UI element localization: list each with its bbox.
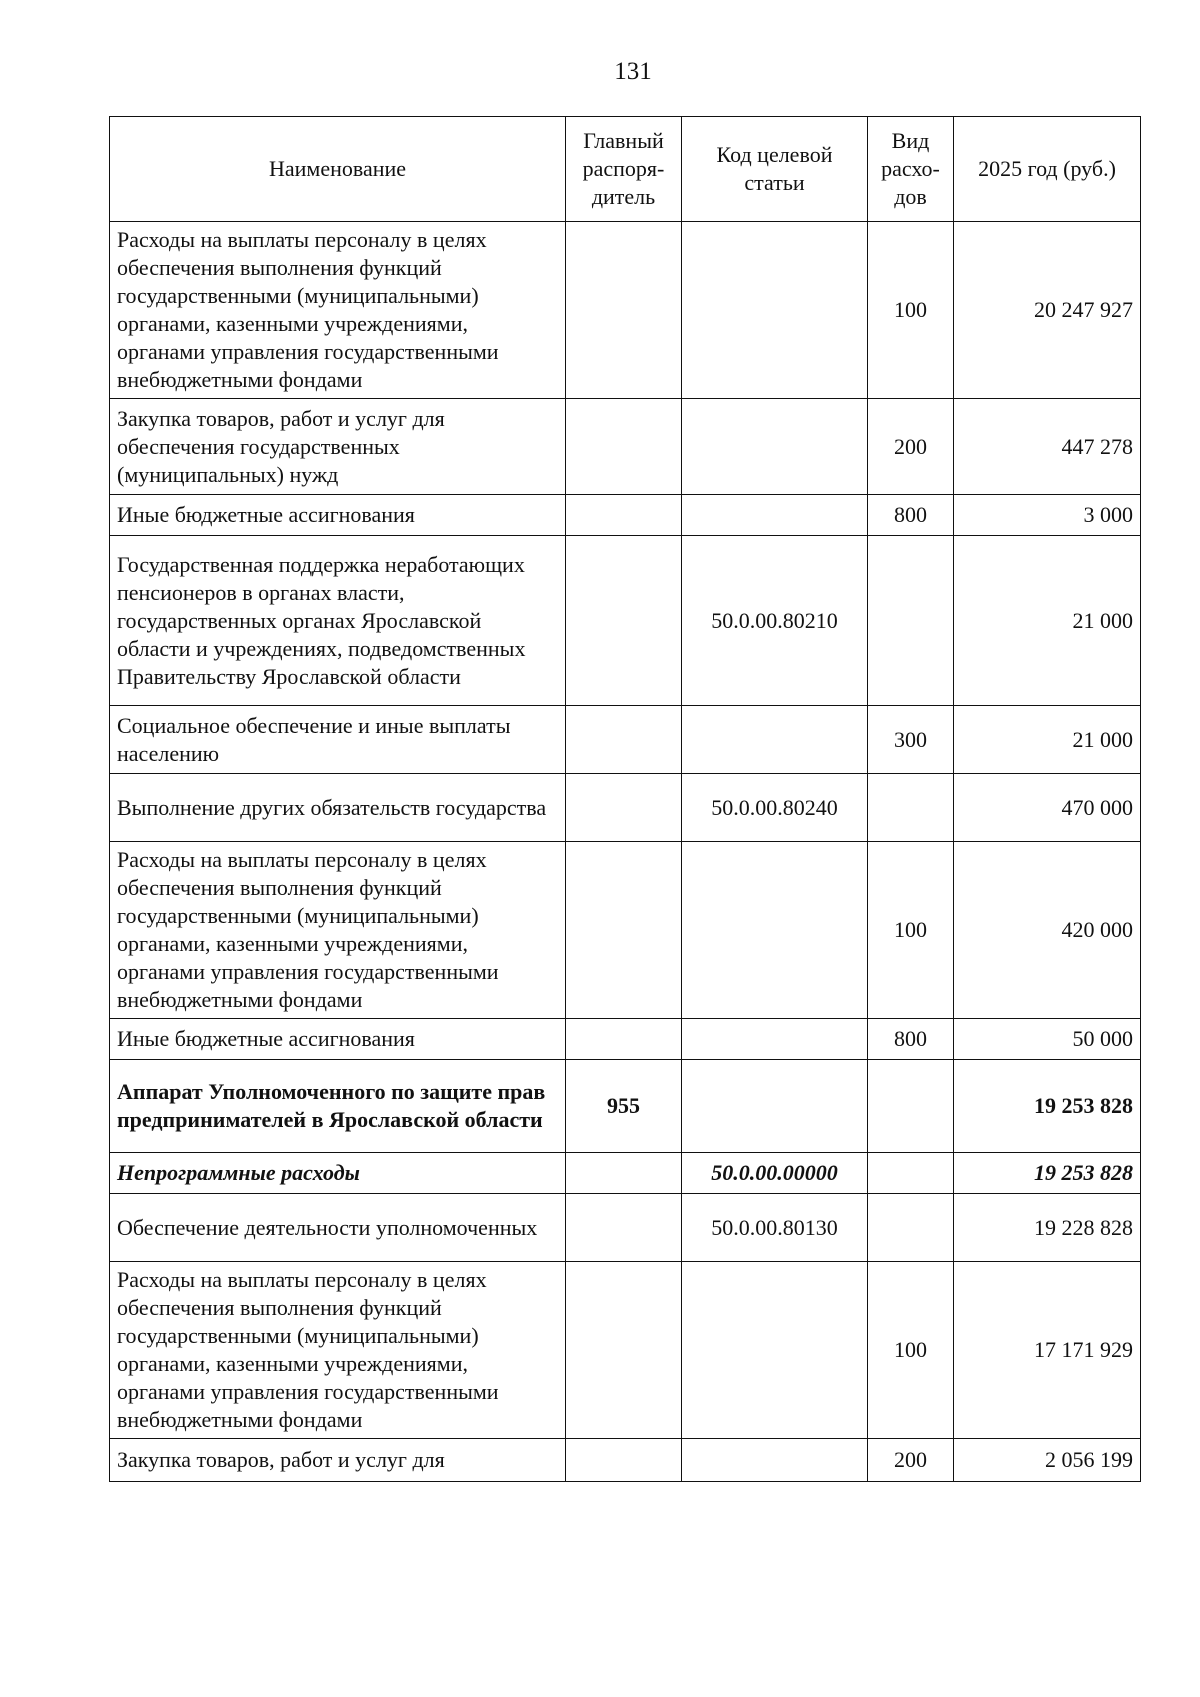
cell-name: Иные бюджетные ассигнования <box>110 1019 566 1060</box>
cell-kod-tselevoy-stati: 50.0.00.00000 <box>682 1153 868 1194</box>
cell-kod-tselevoy-stati <box>682 1262 868 1439</box>
cell-vid-rashodov: 100 <box>868 222 954 399</box>
cell-vid-rashodov <box>868 1060 954 1153</box>
cell-glavny-rasporyaditel <box>566 399 682 495</box>
budget-table <box>109 116 1141 1482</box>
cell-name: Закупка товаров, работ и услуг для обеспечения государственных (муниципальных) нужд <box>110 399 566 495</box>
cell-glavny-rasporyaditel <box>566 222 682 399</box>
cell-amount: 470 000 <box>954 774 1141 842</box>
table-row <box>110 1262 1141 1439</box>
cell-glavny-rasporyaditel <box>566 774 682 842</box>
cell-vid-rashodov: 800 <box>868 1019 954 1060</box>
cell-name: Иные бюджетные ассигнования <box>110 495 566 536</box>
cell-name: Социальное обеспечение и иные выплаты населению <box>110 706 566 774</box>
cell-amount: 2 056 199 <box>954 1439 1141 1482</box>
table-row <box>110 1153 1141 1194</box>
header-year-amount: 2025 год (руб.) <box>954 117 1141 222</box>
cell-kod-tselevoy-stati <box>682 1019 868 1060</box>
cell-kod-tselevoy-stati: 50.0.00.80210 <box>682 536 868 706</box>
cell-glavny-rasporyaditel <box>566 1439 682 1482</box>
cell-glavny-rasporyaditel: 955 <box>566 1060 682 1153</box>
cell-glavny-rasporyaditel <box>566 536 682 706</box>
cell-glavny-rasporyaditel <box>566 1262 682 1439</box>
cell-glavny-rasporyaditel <box>566 1194 682 1262</box>
cell-vid-rashodov: 800 <box>868 495 954 536</box>
cell-kod-tselevoy-stati: 50.0.00.80130 <box>682 1194 868 1262</box>
table-row <box>110 774 1141 842</box>
table-row <box>110 1019 1141 1060</box>
cell-amount: 20 247 927 <box>954 222 1141 399</box>
cell-kod-tselevoy-stati <box>682 495 868 536</box>
cell-vid-rashodov <box>868 536 954 706</box>
cell-vid-rashodov: 200 <box>868 1439 954 1482</box>
cell-name: Выполнение других обязательств государства <box>110 774 566 842</box>
cell-vid-rashodov <box>868 1153 954 1194</box>
cell-amount: 21 000 <box>954 706 1141 774</box>
table-row <box>110 1439 1141 1482</box>
cell-vid-rashodov: 200 <box>868 399 954 495</box>
cell-name: Закупка товаров, работ и услуг для <box>110 1439 566 1482</box>
cell-name: Аппарат Уполномоченного по защите прав предпринимателей в Ярославской области <box>110 1060 566 1153</box>
cell-kod-tselevoy-stati <box>682 222 868 399</box>
cell-amount: 19 228 828 <box>954 1194 1141 1262</box>
page-number: 131 <box>614 58 652 85</box>
cell-amount: 17 171 929 <box>954 1262 1141 1439</box>
header-name: Наименование <box>110 117 566 222</box>
cell-kod-tselevoy-stati <box>682 1060 868 1153</box>
cell-vid-rashodov: 100 <box>868 842 954 1019</box>
cell-amount: 21 000 <box>954 536 1141 706</box>
cell-amount: 3 000 <box>954 495 1141 536</box>
cell-vid-rashodov <box>868 1194 954 1262</box>
cell-amount: 19 253 828 <box>954 1153 1141 1194</box>
table-header-row <box>110 117 1141 222</box>
cell-kod-tselevoy-stati <box>682 706 868 774</box>
cell-name: Расходы на выплаты персоналу в целях обеспечения выполнения функций государственными (муниципальными) органами, казенными учреждениями, органами управления государственными внебюджетными фондами <box>110 842 566 1019</box>
table-row <box>110 842 1141 1019</box>
cell-amount: 420 000 <box>954 842 1141 1019</box>
cell-name: Непрограммные расходы <box>110 1153 566 1194</box>
cell-name: Расходы на выплаты персоналу в целях обеспечения выполнения функций государственными (муниципальными) органами, казенными учреждениями, органами управления государственными внебюджетными фондами <box>110 222 566 399</box>
header-glavny-rasporyaditel: Главный распоря-дитель <box>566 117 682 222</box>
table-row <box>110 495 1141 536</box>
header-vid-rashodov: Вид расхо-дов <box>868 117 954 222</box>
cell-vid-rashodov <box>868 774 954 842</box>
table-row <box>110 536 1141 706</box>
cell-glavny-rasporyaditel <box>566 1019 682 1060</box>
cell-kod-tselevoy-stati: 50.0.00.80240 <box>682 774 868 842</box>
header-kod-tselevoy-stati: Код целевой статьи <box>682 117 868 222</box>
cell-vid-rashodov: 300 <box>868 706 954 774</box>
cell-amount: 447 278 <box>954 399 1141 495</box>
cell-glavny-rasporyaditel <box>566 842 682 1019</box>
cell-name: Государственная поддержка неработающих пенсионеров в органах власти, государственных органах Ярославской области и учреждениях, подведомственных Правительству Ярославской области <box>110 536 566 706</box>
table-body <box>110 222 1141 1482</box>
cell-name: Обеспечение деятельности уполномоченных <box>110 1194 566 1262</box>
cell-glavny-rasporyaditel <box>566 1153 682 1194</box>
table-row <box>110 706 1141 774</box>
cell-kod-tselevoy-stati <box>682 1439 868 1482</box>
table-row <box>110 399 1141 495</box>
table-row <box>110 1194 1141 1262</box>
cell-kod-tselevoy-stati <box>682 399 868 495</box>
cell-kod-tselevoy-stati <box>682 842 868 1019</box>
table-row <box>110 1060 1141 1153</box>
cell-amount: 50 000 <box>954 1019 1141 1060</box>
cell-name: Расходы на выплаты персоналу в целях обеспечения выполнения функций государственными (муниципальными) органами, казенными учреждениями, органами управления государственными внебюджетными фондами <box>110 1262 566 1439</box>
cell-glavny-rasporyaditel <box>566 706 682 774</box>
cell-glavny-rasporyaditel <box>566 495 682 536</box>
table-row <box>110 222 1141 399</box>
cell-amount: 19 253 828 <box>954 1060 1141 1153</box>
cell-vid-rashodov: 100 <box>868 1262 954 1439</box>
